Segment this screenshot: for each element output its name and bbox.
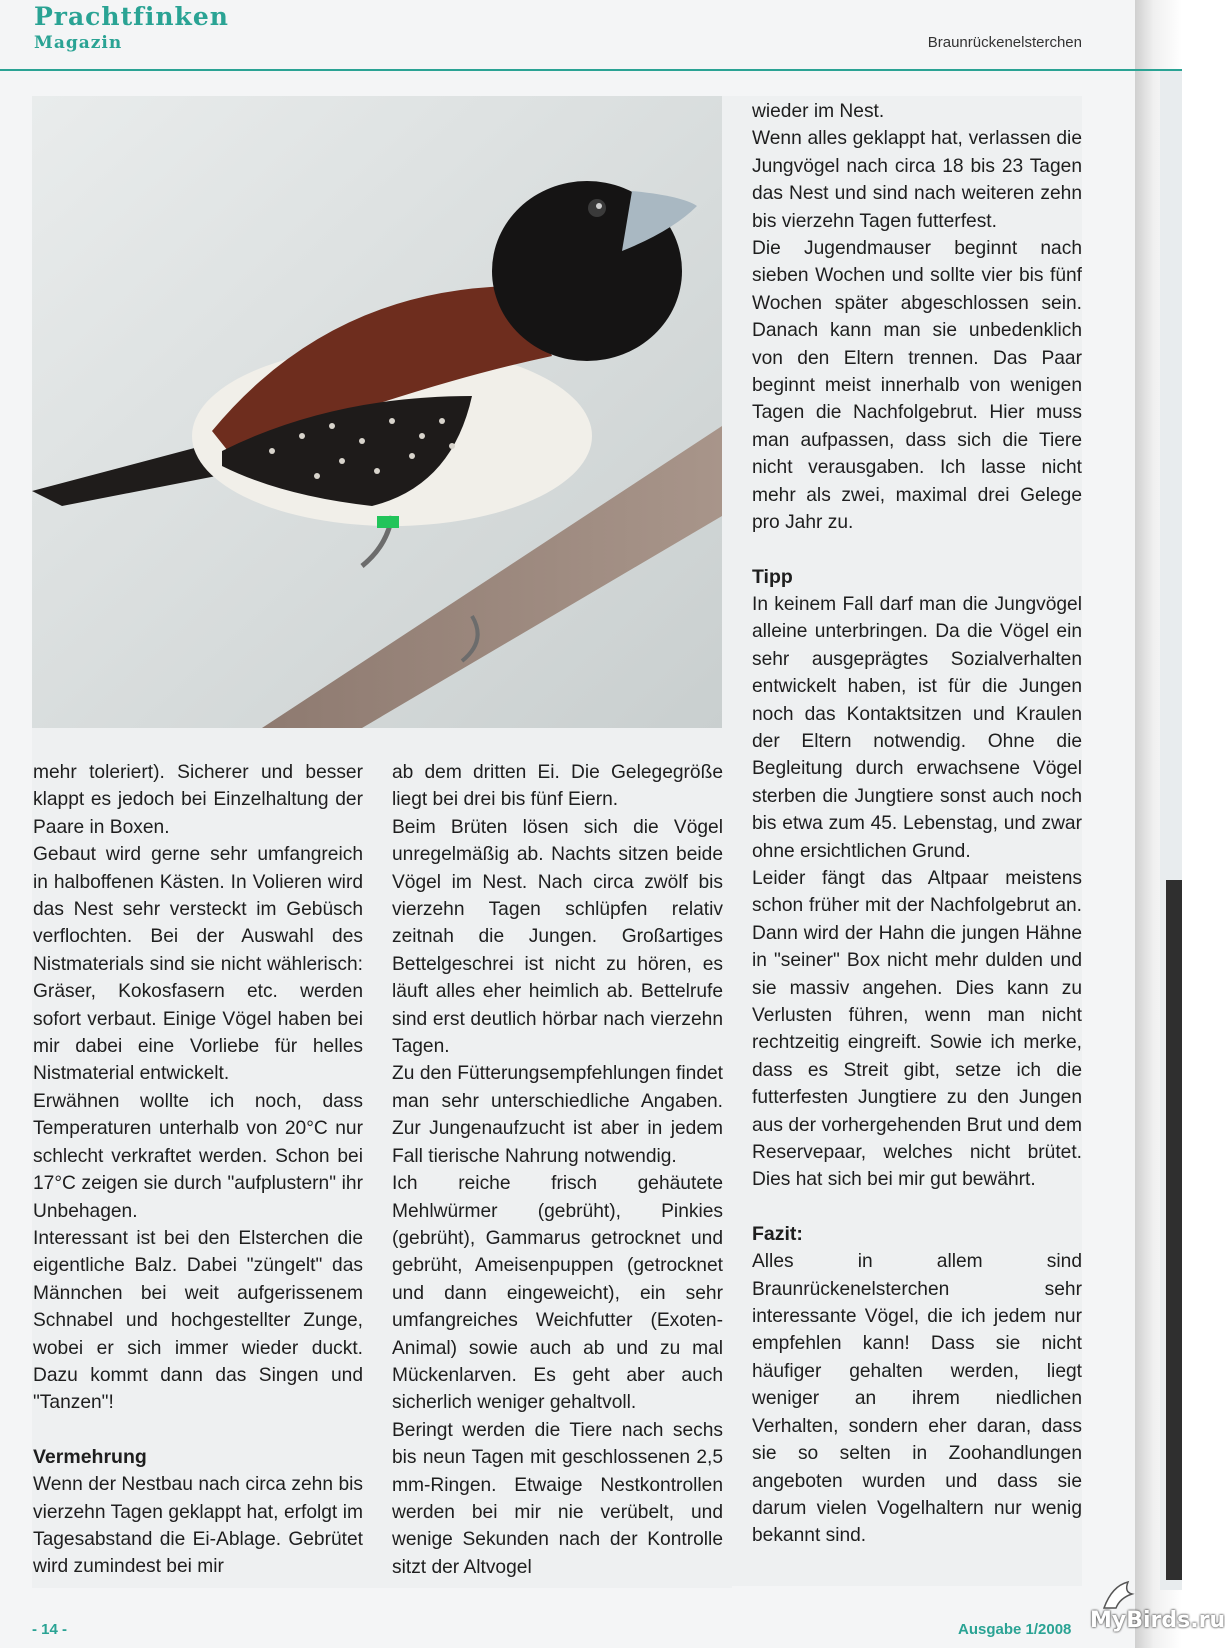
watermark: MyBirds.ru (1090, 1608, 1225, 1633)
paragraph: Die Jugendmauser beginnt nach sieben Wochen und sollte vier bis fünf Wochen später abgeschlossen sein. Danach kann man sie unbedenklich von den Eltern trennen. Das Paar beginnt meist innerhalb von wenigen Tagen die Nachfolgebrut. Hier muss man aufpassen, dass sich die Tiere nicht verausgaben. Ich lasse nicht mehr als zwei, maximal drei Gelege pro Jahr zu. (752, 238, 1082, 534)
paragraph: Leider fängt das Altpaar meistens schon früher mit der Nachfolgebrut an. Dann wird der Hahn die jungen Hähne in "seiner" Box nicht mehr dulden und sie massiv angehen. Dies kann zu Verlusten führen, wenn man nicht rechtzeitig eingreift. Sowie ich merke, dass es Streit gibt, setze ich die futterfesten Jungtiere zu den Jungen aus der vorhergehenden Brut und dem Reservepaar, welches nicht brütet. Dies hat sich bei mir gut bewährt. (752, 867, 1082, 1191)
bird-photo-illustration (32, 96, 722, 728)
issue-label: Ausgabe 1/2008 (958, 1621, 1072, 1638)
heading-tipp: Tipp (752, 565, 793, 588)
paragraph: Ich reiche frisch gehäutete Mehlwürmer (gebrüht), Pinkies (gebrüht), Gammarus getrocknet und gebrüht, Ameisenpuppen (getrocknet und dann eingeweicht), ein sehr umfangreiches Weichfutter (Exoten-Animal) sowie auch ab und zu mal Mückenlarven. Es geht aber auch sicherlich weniger gehaltvoll. (392, 1173, 723, 1414)
text-column-2 (392, 759, 723, 1581)
magazine-title: Prachtfinken (34, 2, 229, 31)
header-rule (0, 69, 1182, 71)
paragraph: Gebaut wird gerne sehr umfangreich in halboffenen Kästen. In Volieren wird das Nest sehr versteckt im Gebüsch verflochten. Bei der Auswahl des Nistmaterials sind sie nicht wählerisch: Gräser, Kokosfasern etc. werden sofort verbaut. Einige Vögel haben bei mir dabei eine Vorliebe für helles Nistmaterial entwickelt. (33, 844, 363, 1085)
paragraph: Alles in allem sind Braunrückenelsterchen sehr interessante Vögel, die ich jedem nur empfehlen kann! Dass sie nicht häufiger gehalten werden, liegt weniger an ihrem niedlichen Verhalten, sondern eher daran, dass sie so selten in Zoohandlungen angeboten wurden und dass sie darum vielen Vogelhaltern nur wenig bekannt sind. (752, 1251, 1082, 1547)
heading-fazit: Fazit: (752, 1222, 803, 1245)
paragraph: wieder im Nest. (752, 101, 885, 122)
paragraph: Wenn alles geklappt hat, verlassen die Jungvögel nach circa 18 bis 23 Tagen das Nest und sind nach weiteren zehn bis vierzehn Tagen futterfest. (752, 128, 1082, 232)
page-number: - 14 - (32, 1621, 68, 1638)
paragraph: Erwähnen wollte ich noch, dass Temperaturen unterhalb von 20°C nur schlecht verkraftet werden. Schon bei 17°C zeigen sie durch "aufplustern" ihr Unbehagen. (33, 1090, 363, 1222)
text-column-1 (33, 759, 363, 1581)
paragraph: mehr toleriert). Sicherer und besser klappt es jedoch bei Einzelhaltung der Paare in Boxen. (33, 762, 363, 838)
paragraph: Beringt werden die Tiere nach sechs bis neun Tagen mit geschlossenen 2,5 mm-Ringen. Etwaige Nestkontrollen werden bei mir nie verübelt, und wenige Sekunden nach der Kontrolle sitzt der Altvogel (392, 1419, 723, 1578)
paragraph: Interessant ist bei den Elsterchen die eigentliche Balz. Dabei "züngelt" das Männchen bei weit aufgerissenem Schnabel und hochgestellter Zunge, wobei er sich immer wieder duckt. Dazu kommt dann das Singen und "Tanzen"! (33, 1227, 363, 1414)
section-title: Braunrückenelsterchen (927, 34, 1082, 51)
bird-ring (377, 516, 399, 528)
paragraph: In keinem Fall darf man die Jungvögel alleine unterbringen. Da die Vögel ein sehr ausgeprägtes Sozialverhalten entwickelt haben, ist für die Jungen noch das Kontaktsitzen und Kraulen der Eltern notwendig. Ohne die Begleitung durch erwachsene Vögel sterben die Jungtiere sonst auch noch bis etwa zum 45. Lebenstag, und zwar ohne ersichtlichen Grund. (752, 593, 1082, 862)
paragraph: Wenn der Nestbau nach circa zehn bis vierzehn Tagen geklappt hat, erfolgt im Tagesabstand die Ei-Ablage. Gebrütet wird zumindest bei mir (33, 1474, 363, 1578)
magazine-subtitle: Magazin (34, 33, 123, 53)
text-column-3 (752, 98, 1082, 1550)
paragraph: Zu den Fütterungsempfehlungen findet man sehr unterschiedliche Angaben. Zur Jungenaufzucht ist aber in jedem Fall tierische Nahrung notwendig. (392, 1063, 723, 1167)
bird-photo (32, 96, 722, 728)
paragraph: Beim Brüten lösen sich die Vögel unregelmäßig ab. Nachts sitzen beide Vögel im Nest. Nach circa zwölf bis vierzehn Tagen schlüpfen relativ zeitnah die Jungen. Großartiges Bettelgeschrei ist nicht zu hören, es läuft alles eher heimlich ab. Bettelrufe sind erst deutlich hörbar nach vierzehn Tagen. (392, 816, 723, 1058)
paragraph: ab dem dritten Ei. Die Gelegegröße liegt bei drei bis fünf Eiern. (392, 762, 723, 811)
heading-vermehrung: Vermehrung (33, 1445, 147, 1468)
bird-logo-icon (1098, 1578, 1138, 1612)
next-page-photo-edge (1166, 880, 1182, 1580)
